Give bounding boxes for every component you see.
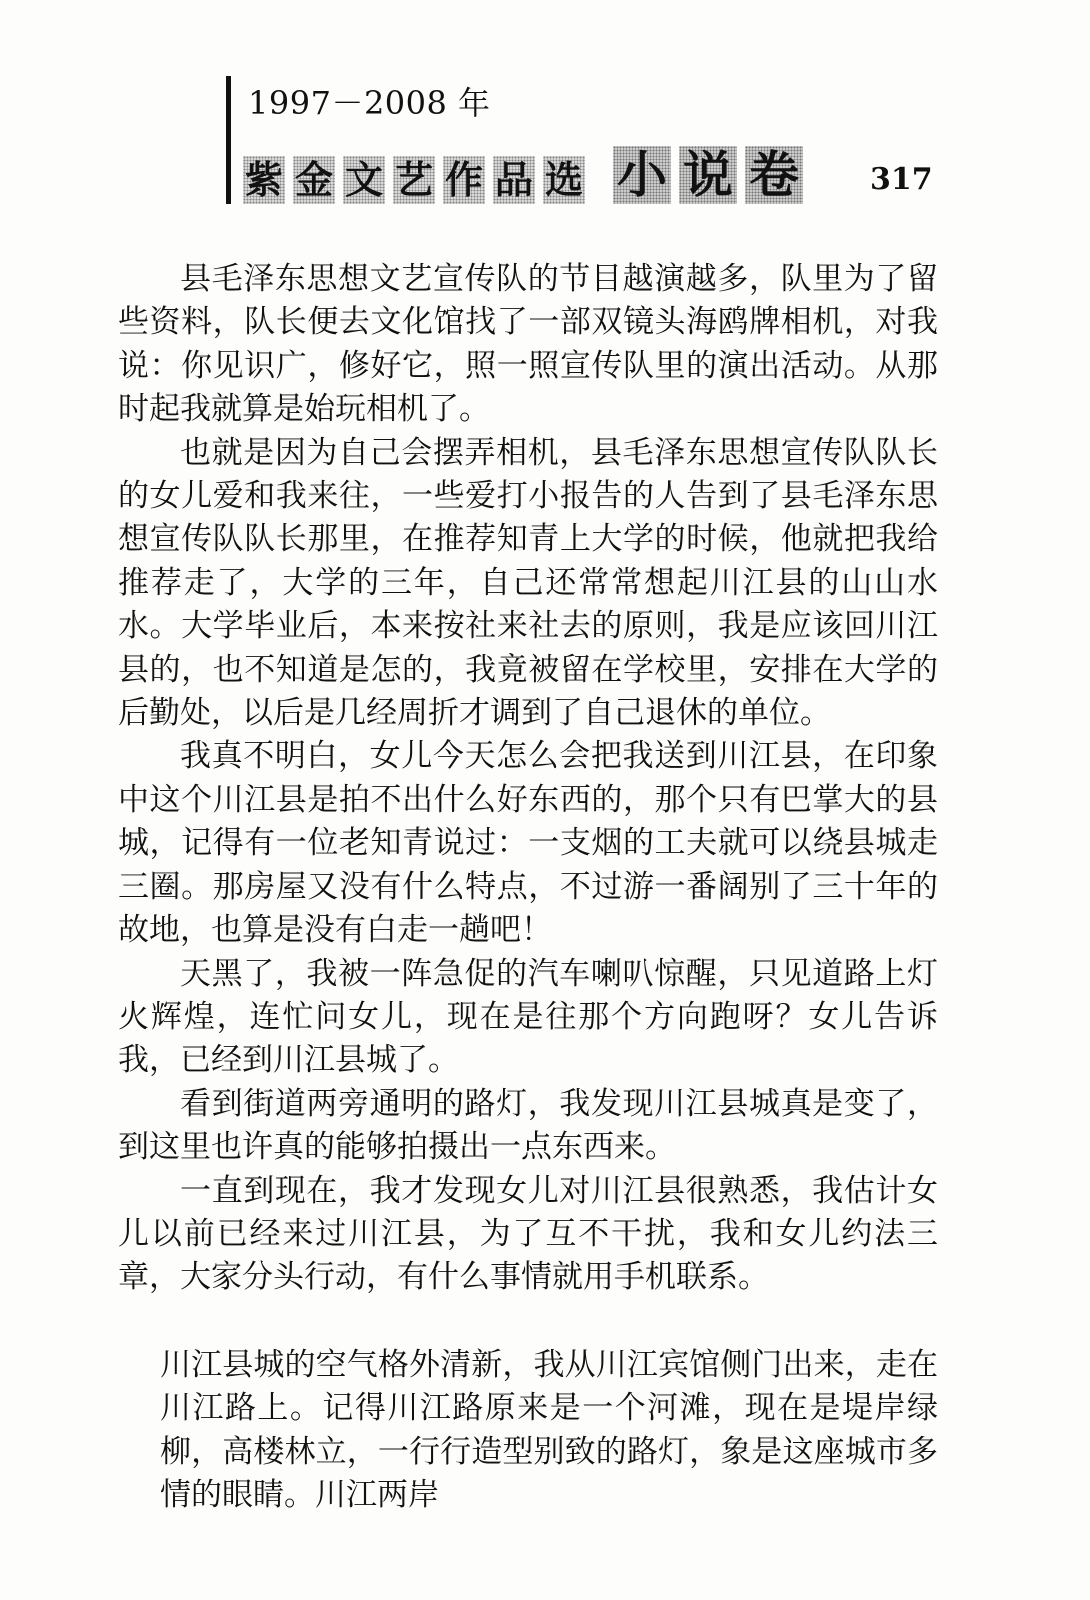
series-title-char: 金 xyxy=(294,157,333,202)
paragraph: 一直到现在，我才发现女儿对川江县很熟悉，我估计女儿以前已经来过川江县，为了互不干扰，我和女儿约法三章，大家分头行动，有什么事情就用手机联系。 xyxy=(118,1172,938,1296)
paragraph: 县毛泽东思想文艺宣传队的节目越演越多，队里为了留些资料，队长便去文化馆找了一部双镜头海鸥牌相机，对我说：你见识广，修好它，照一照宣传队里的演出活动。从那时起我就算是始玩相机了。 xyxy=(118,261,938,428)
header-rule xyxy=(226,76,231,204)
paragraph: 川江县城的空气格外清新，我从川江宾馆侧门出来，走在川江路上。记得川江路原来是一个河滩，现在是堤岸绿柳，高楼林立，一行行造型别致的路灯，象是这座城市多情的眼睛。川江两岸 xyxy=(160,1346,938,1513)
volume-title xyxy=(613,146,811,204)
paragraph: 也就是因为自己会摆弄相机，县毛泽东思想宣传队队长的女儿爱和我来往，一些爱打小报告的人告到了县毛泽东思想宣传队队长那里，在推荐知青上大学的时候，他就把我给推荐走了，大学的三年，自己还常常想起川江县的山山水水。大学毕业后，本来按社来社去的原则，我是应该回川江县的，也不知道是怎的，我竟被留在学校里，安排在大学的后勤处，以后是几经周折才调到了自己退休的单位。 xyxy=(118,434,938,732)
volume-title-char: 卷 xyxy=(745,146,803,204)
series-title-char: 艺 xyxy=(394,157,433,202)
volume-title-char: 小 xyxy=(613,146,671,204)
body-text xyxy=(118,258,938,1517)
series-title-char: 文 xyxy=(344,157,383,202)
paragraph: 天黑了，我被一阵急促的汽车喇叭惊醒，只见道路上灯火辉煌，连忙问女儿，现在是往那个方向跑呀？女儿告诉我，已经到川江县城了。 xyxy=(118,955,938,1079)
series-title-char: 品 xyxy=(494,157,533,202)
header-years: 1997－2008 年 xyxy=(248,84,491,122)
paragraph: 看到街道两旁通明的路灯，我发现川江县城真是变了，到这里也许真的能够拍摄出一点东西来。 xyxy=(118,1085,938,1166)
series-title-char: 作 xyxy=(444,157,483,202)
page-number: 317 xyxy=(870,162,933,197)
series-title-char: 选 xyxy=(544,157,583,202)
paragraph: 我真不明白，女儿今天怎么会把我送到川江县，在印象中这个川江县是拍不出什么好东西的，那个只有巴掌大的县城，记得有一位老知青说过：一支烟的工夫就可以绕县城走三圈。那房屋又没有什么特点，不过游一番阔别了三十年的故地，也算是没有白走一趟吧！ xyxy=(118,738,938,949)
volume-title-char: 说 xyxy=(679,146,737,204)
series-title xyxy=(243,146,811,204)
section-break xyxy=(118,1300,938,1344)
series-title-char: 紫 xyxy=(244,157,283,202)
